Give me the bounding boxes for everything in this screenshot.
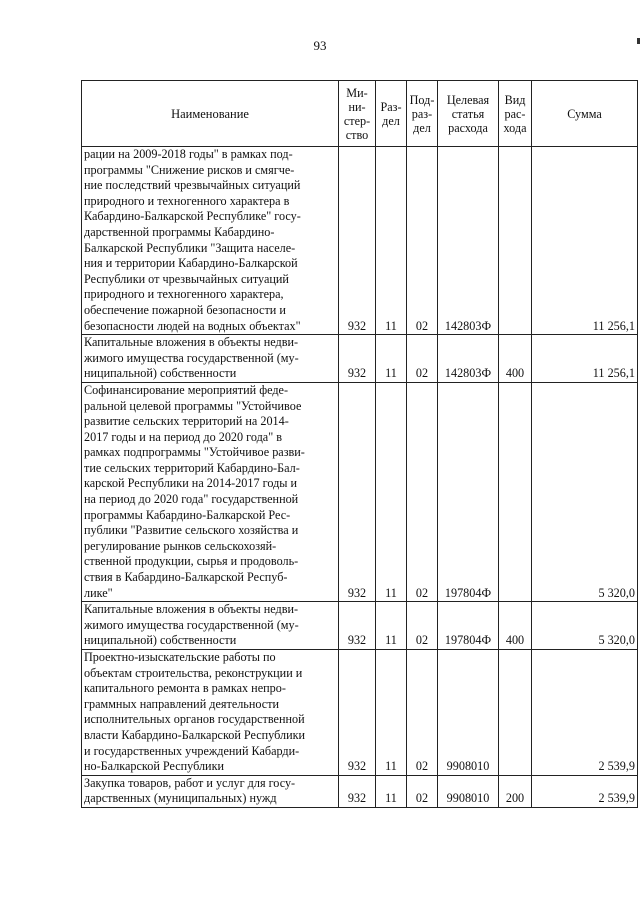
row-target-article: 142803Ф — [438, 147, 499, 335]
row-name-line: развитие сельских территорий на 2014- — [84, 414, 289, 429]
row-sum: 2 539,9 — [532, 650, 638, 776]
row-name-line: природного и техногенного характера в — [84, 193, 290, 208]
row-name-line: рации на 2009-2018 годы" в рамках под- — [84, 147, 293, 161]
row-name-line: дарственных (муниципальных) нужд — [84, 791, 277, 806]
row-ministry: 932 — [339, 147, 376, 335]
header-name: Наименование — [82, 81, 339, 147]
row-name-line: исполнительных органов государственной — [84, 712, 305, 727]
row-name-line: обеспечение пожарной безопасности и — [84, 302, 286, 317]
row-sum: 5 320,0 — [532, 602, 638, 650]
row-target-article: 142803Ф — [438, 335, 499, 383]
row-section: 11 — [376, 147, 407, 335]
row-subsection: 02 — [407, 650, 438, 776]
row-name-line: безопасности людей на водных объектах" — [84, 318, 301, 333]
row-sum: 11 256,1 — [532, 335, 638, 383]
row-ministry: 932 — [339, 775, 376, 807]
row-expense-type: 400 — [499, 335, 532, 383]
row-expense-type — [499, 382, 532, 601]
row-name-line: публики "Развитие сельского хозяйства и — [84, 523, 299, 538]
row-name-line: ральной целевой программы "Устойчивое — [84, 398, 302, 413]
row-subsection: 02 — [407, 147, 438, 335]
row-name — [82, 775, 339, 807]
row-expense-type: 400 — [499, 602, 532, 650]
row-name-line: рамках подпрограммы "Устойчивое разви- — [84, 445, 305, 460]
row-sum: 5 320,0 — [532, 382, 638, 601]
row-sum: 2 539,9 — [532, 775, 638, 807]
row-expense-type — [499, 147, 532, 335]
row-target-article: 9908010 — [438, 650, 499, 776]
header-subsection: Под- раз- дел — [407, 81, 438, 147]
row-name-line: карской Республики на 2014-2017 годы и — [84, 476, 298, 491]
table-row — [82, 147, 638, 335]
row-name-line: тие сельских территорий Кабардино-Бал- — [84, 460, 300, 475]
row-name-line: 2017 годы и на период до 2020 года" в — [84, 429, 282, 444]
row-section: 11 — [376, 335, 407, 383]
row-subsection: 02 — [407, 775, 438, 807]
row-name-line: но-Балкарской Республики — [84, 759, 225, 774]
header-sum: Сумма — [532, 81, 638, 147]
row-name-line: ние последствий чрезвычайных ситуаций — [84, 178, 301, 193]
row-name — [82, 335, 339, 383]
row-name-line: Капитальные вложения в объекты недви- — [84, 335, 299, 350]
row-name-line: ствия в Кабардино-Балкарской Респуб- — [84, 570, 288, 585]
row-name — [82, 147, 339, 335]
row-target-article: 197804Ф — [438, 382, 499, 601]
table-row — [82, 602, 638, 650]
row-name-line: регулирование рынков сельскохозяй- — [84, 538, 277, 553]
row-name-line: Закупка товаров, работ и услуг для госу- — [84, 775, 296, 790]
table-row — [82, 382, 638, 601]
row-name-line: граммных направлений деятельности — [84, 696, 280, 711]
row-name — [82, 382, 339, 601]
row-name-line: Балкарской Республики "Защита населе- — [84, 240, 296, 255]
row-ministry: 932 — [339, 602, 376, 650]
row-section: 11 — [376, 650, 407, 776]
header-expense-type: Вид рас- хода — [499, 81, 532, 147]
row-name-line: Проектно-изыскательские работы по — [84, 650, 276, 664]
row-name-line: Софинансирование мероприятий феде- — [84, 382, 289, 397]
row-name-line: капитального ремонта в рамках непро- — [84, 681, 286, 696]
row-name-line: жимого имущества государственной (му- — [84, 350, 299, 365]
row-name-line: ниципальной) собственности — [84, 366, 237, 381]
row-name-line: программы Кабардино-Балкарской Рес- — [84, 507, 291, 522]
row-subsection: 02 — [407, 382, 438, 601]
row-name-line: жимого имущества государственной (му- — [84, 617, 299, 632]
row-ministry: 932 — [339, 650, 376, 776]
header-section: Раз- дел — [376, 81, 407, 147]
row-name-line: лике" — [84, 585, 113, 600]
table-row — [82, 650, 638, 776]
row-section: 11 — [376, 382, 407, 601]
row-name-line: ниципальной) собственности — [84, 633, 237, 648]
row-name-line: природного и техногенного характера, — [84, 287, 284, 302]
row-section: 11 — [376, 602, 407, 650]
row-ministry: 932 — [339, 382, 376, 601]
row-section: 11 — [376, 775, 407, 807]
table-row — [82, 775, 638, 807]
table-row — [82, 335, 638, 383]
row-name-line: ния и территории Кабардино-Балкарской — [84, 256, 298, 271]
row-name-line: ственной продукции, сырья и продоволь- — [84, 554, 299, 569]
row-name-line: программы "Снижение рисков и смягче- — [84, 162, 295, 177]
row-name-line: на период до 2020 года" государственной — [84, 492, 299, 507]
row-target-article: 197804Ф — [438, 602, 499, 650]
row-expense-type — [499, 650, 532, 776]
budget-table — [81, 80, 638, 808]
row-ministry: 932 — [339, 335, 376, 383]
row-name-line: дарственной программы Кабардино- — [84, 224, 275, 239]
header-ministry: Ми- ни- стер- ство — [339, 81, 376, 147]
row-subsection: 02 — [407, 602, 438, 650]
row-name-line: и государственных учреждений Кабарди- — [84, 743, 300, 758]
row-target-article: 9908010 — [438, 775, 499, 807]
row-subsection: 02 — [407, 335, 438, 383]
header-row — [82, 81, 638, 147]
row-name-line: объектам строительства, реконструкции и — [84, 665, 303, 680]
row-name-line: Кабардино-Балкарской Республике" госу- — [84, 209, 301, 224]
header-target-article: Целевая статья расхода — [438, 81, 499, 147]
row-name-line: власти Кабардино-Балкарской Республики — [84, 727, 306, 742]
row-name-line: Капитальные вложения в объекты недви- — [84, 602, 299, 617]
page-number: 93 — [313, 38, 327, 53]
row-expense-type: 200 — [499, 775, 532, 807]
row-name — [82, 602, 339, 650]
row-sum: 11 256,1 — [532, 147, 638, 335]
row-name — [82, 650, 339, 776]
row-name-line: Республики от чрезвычайных ситуаций — [84, 271, 289, 286]
